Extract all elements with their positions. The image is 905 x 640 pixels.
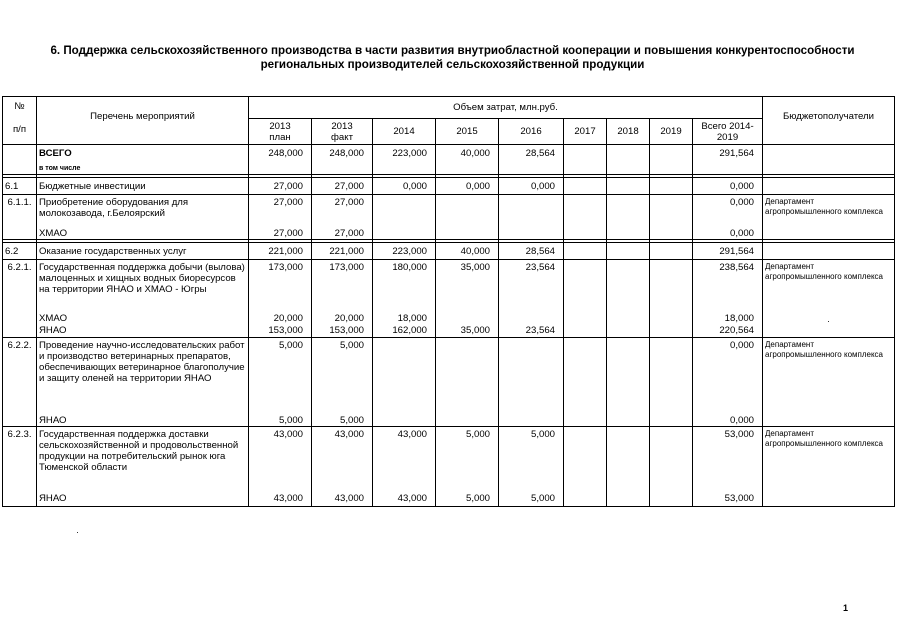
cell-value: 43,000 43,000 bbox=[373, 427, 436, 507]
cell-value: 173,000 20,000 153,000 bbox=[249, 260, 312, 338]
header-2013-plan: 2013 план bbox=[249, 119, 312, 145]
cell-recipient bbox=[763, 145, 895, 175]
header-2018: 2018 bbox=[607, 119, 650, 145]
header-recipients: Бюджетополучатели bbox=[763, 97, 895, 145]
cell-recipient: Департамент агропромышленного комплекса bbox=[763, 427, 895, 507]
header-no: № п/п bbox=[3, 97, 37, 145]
cell-value bbox=[607, 145, 650, 175]
cell-value bbox=[564, 178, 607, 195]
cell-value bbox=[607, 178, 650, 195]
cell-value: 40,000 bbox=[436, 145, 499, 175]
cell-value bbox=[564, 260, 607, 338]
cell-value bbox=[564, 145, 607, 175]
page-number: 1 bbox=[843, 603, 849, 613]
title-line-2: региональных производителей сельскохозяйственной продукции bbox=[260, 58, 645, 71]
header-2017: 2017 bbox=[564, 119, 607, 145]
cell-total: 53,000 53,000 bbox=[693, 427, 763, 507]
cell-value: 221,000 bbox=[312, 243, 373, 260]
table-row bbox=[3, 243, 895, 260]
scan-speck bbox=[828, 321, 829, 322]
cell-value bbox=[564, 195, 607, 240]
cell-total: 291,564 bbox=[693, 145, 763, 175]
row-name: Приобретение оборудования для молокозавода, г.Белоярский ХМАО bbox=[37, 195, 249, 240]
cell-value bbox=[607, 427, 650, 507]
cell-value bbox=[650, 195, 693, 240]
row-name: Оказание государственных услуг bbox=[37, 243, 249, 260]
cell-value bbox=[499, 338, 564, 427]
cell-value: 180,000 18,000 162,000 bbox=[373, 260, 436, 338]
cell-value: 5,000 5,000 bbox=[436, 427, 499, 507]
table-row bbox=[3, 145, 895, 175]
cell-value: 0,000 bbox=[436, 178, 499, 195]
cell-total: 238,564 18,000 220,564 bbox=[693, 260, 763, 338]
header-activities: Перечень мероприятий bbox=[37, 97, 249, 145]
cell-value: 40,000 bbox=[436, 243, 499, 260]
header-costs: Объем затрат, млн.руб. bbox=[249, 97, 763, 119]
row-no: 6.1 bbox=[3, 178, 37, 195]
cell-value: 27,000 27,000 bbox=[312, 195, 373, 240]
cell-value: 248,000 bbox=[312, 145, 373, 175]
cell-value bbox=[650, 260, 693, 338]
row-no bbox=[3, 145, 37, 175]
cell-value: 27,000 bbox=[249, 178, 312, 195]
cell-value: 173,000 20,000 153,000 bbox=[312, 260, 373, 338]
cell-value bbox=[650, 178, 693, 195]
row-name: Государственная поддержка добычи (вылова) малоценных и хищных водных биоресурсов на территории ЯНАО и ХМАО - Югры ХМАО ЯНАО bbox=[37, 260, 249, 338]
table-row bbox=[3, 260, 895, 338]
cell-total: 0,000 bbox=[693, 178, 763, 195]
header-2015: 2015 bbox=[436, 119, 499, 145]
cell-value bbox=[373, 338, 436, 427]
row-name: ВСЕГО в том числе bbox=[37, 145, 249, 175]
cell-value: 5,000 5,000 bbox=[249, 338, 312, 427]
cell-total: 291,564 bbox=[693, 243, 763, 260]
cell-value: 43,000 43,000 bbox=[312, 427, 373, 507]
row-no: 6.2.1. bbox=[3, 260, 37, 338]
budget-table bbox=[2, 96, 895, 507]
cell-value: 27,000 27,000 bbox=[249, 195, 312, 240]
row-no: 6.2.3. bbox=[3, 427, 37, 507]
cell-value bbox=[650, 427, 693, 507]
cell-recipient: Департамент агропромышленного комплекса bbox=[763, 338, 895, 427]
cell-value: 23,564 23,564 bbox=[499, 260, 564, 338]
cell-value: 5,000 5,000 bbox=[499, 427, 564, 507]
cell-total: 0,000 0,000 bbox=[693, 338, 763, 427]
cell-value bbox=[564, 338, 607, 427]
cell-value: 248,000 bbox=[249, 145, 312, 175]
cell-value bbox=[436, 195, 499, 240]
cell-value: 223,000 bbox=[373, 243, 436, 260]
cell-value: 27,000 bbox=[312, 178, 373, 195]
cell-value: 43,000 43,000 bbox=[249, 427, 312, 507]
cell-value bbox=[564, 427, 607, 507]
row-no: 6.2.2. bbox=[3, 338, 37, 427]
cell-value bbox=[499, 195, 564, 240]
document-title bbox=[0, 44, 905, 72]
table-row bbox=[3, 195, 895, 240]
cell-value bbox=[650, 145, 693, 175]
cell-value bbox=[564, 243, 607, 260]
row-name: Государственная поддержка доставки сельскохозяйственной и продовольственной продукции на потребительский рынок юга Тюменской области ЯНАО bbox=[37, 427, 249, 507]
cell-value: 35,000 35,000 bbox=[436, 260, 499, 338]
cell-recipient bbox=[763, 243, 895, 260]
cell-total: 0,000 0,000 bbox=[693, 195, 763, 240]
row-no: 6.1.1. bbox=[3, 195, 37, 240]
table-row bbox=[3, 178, 895, 195]
cell-value bbox=[650, 243, 693, 260]
cell-value bbox=[607, 338, 650, 427]
cell-recipient: Департамент агропромышленного комплекса bbox=[763, 260, 895, 338]
scan-speck bbox=[77, 532, 78, 533]
cell-value bbox=[607, 260, 650, 338]
row-no: 6.2 bbox=[3, 243, 37, 260]
row-name: Проведение научно-исследовательских работ и производство ветеринарных препаратов, обеспечивающих ветеринарное благополучие и защиту оленей на территории ЯНАО ЯНАО bbox=[37, 338, 249, 427]
cell-value: 221,000 bbox=[249, 243, 312, 260]
header-2016: 2016 bbox=[499, 119, 564, 145]
header-2014: 2014 bbox=[373, 119, 436, 145]
cell-value: 5,000 5,000 bbox=[312, 338, 373, 427]
cell-value: 28,564 bbox=[499, 243, 564, 260]
cell-value: 28,564 bbox=[499, 145, 564, 175]
cell-value: 223,000 bbox=[373, 145, 436, 175]
header-total: Всего 2014- 2019 bbox=[693, 119, 763, 145]
cell-value bbox=[650, 338, 693, 427]
header-2013-fact: 2013 факт bbox=[312, 119, 373, 145]
cell-value bbox=[373, 195, 436, 240]
row-name: Бюджетные инвестиции bbox=[37, 178, 249, 195]
cell-recipient bbox=[763, 178, 895, 195]
header-2019: 2019 bbox=[650, 119, 693, 145]
cell-value bbox=[436, 338, 499, 427]
cell-recipient: Департамент агропромышленного комплекса bbox=[763, 195, 895, 240]
cell-value: 0,000 bbox=[499, 178, 564, 195]
title-line-1: 6. Поддержка сельскохозяйственного производства в части развития внутриобластной кооперации и повышения конкурентоспособности bbox=[50, 44, 855, 57]
cell-value: 0,000 bbox=[373, 178, 436, 195]
table-row bbox=[3, 338, 895, 427]
table-row bbox=[3, 427, 895, 507]
cell-value bbox=[607, 243, 650, 260]
cell-value bbox=[607, 195, 650, 240]
